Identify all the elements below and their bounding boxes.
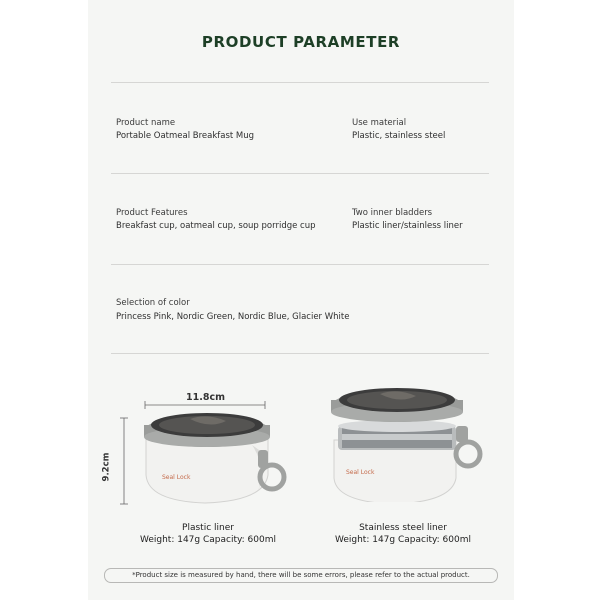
param-label: Selection of color	[116, 298, 190, 308]
brand-logo: Seal Lock	[346, 469, 375, 476]
param-label: Use material	[352, 118, 407, 128]
param-value: Portable Oatmeal Breakfast Mug	[116, 131, 255, 141]
brand-logo: Seal Lock	[162, 474, 191, 481]
width-dimension-label: 11.8cm	[186, 392, 225, 403]
divider	[111, 82, 489, 83]
product-spec-caption: Weight: 147g Capacity: 600ml	[139, 535, 276, 545]
param-label: Two inner bladders	[352, 208, 433, 218]
divider	[111, 264, 489, 265]
measurement-disclaimer: *Product size is measured by hand, there will be some errors, please refer to the actual product.	[104, 568, 498, 583]
param-label: Product name	[116, 118, 176, 128]
stainless-liner-bowl-image	[320, 382, 490, 502]
product-name-caption: Plastic liner	[182, 523, 234, 533]
param-value: Plastic, stainless steel	[352, 131, 446, 141]
divider	[111, 353, 489, 354]
product-spec-caption: Weight: 147g Capacity: 600ml	[334, 535, 471, 545]
plastic-liner-bowl-image	[130, 405, 290, 515]
divider	[111, 173, 489, 174]
param-value: Princess Pink, Nordic Green, Nordic Blue, Glacier White	[116, 312, 350, 322]
page-title: PRODUCT PARAMETER	[201, 33, 401, 51]
param-value: Breakfast cup, oatmeal cup, soup porridge cup	[116, 221, 316, 231]
height-dimension-label: 9.2cm	[101, 452, 112, 482]
param-value: Plastic liner/stainless liner	[352, 221, 463, 231]
product-name-caption: Stainless steel liner	[359, 523, 447, 533]
param-label: Product Features	[116, 208, 188, 218]
